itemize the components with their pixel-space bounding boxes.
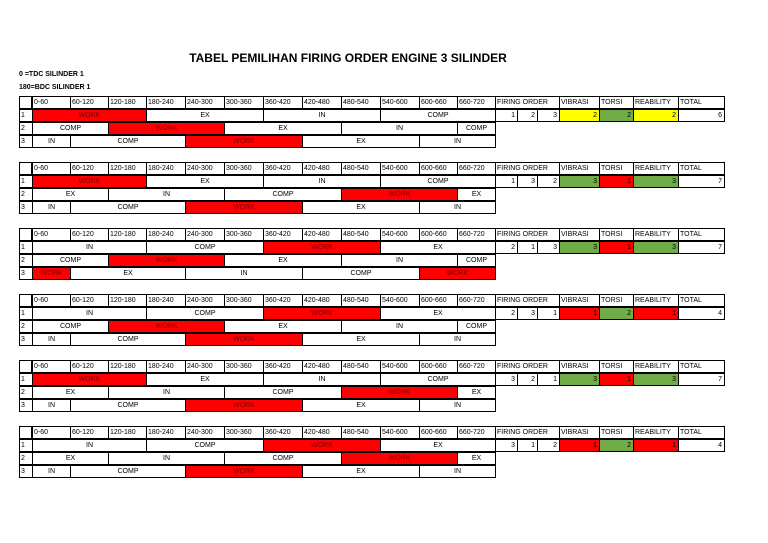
stroke-ex: EX [146, 109, 264, 122]
header-time: 300-360 [224, 228, 264, 241]
total-value: 6 [678, 109, 725, 122]
header-time: 0-60 [32, 162, 71, 175]
header-time: 660-720 [457, 228, 496, 241]
cylinder-number: 3 [19, 333, 33, 346]
header-time: 0-60 [32, 426, 71, 439]
header-label: TORSI [599, 96, 634, 109]
header-time: 360-420 [263, 426, 303, 439]
cylinder-number: 3 [19, 465, 33, 478]
header-corner [19, 360, 32, 373]
stroke-comp: COMP [224, 188, 342, 201]
firing-order-value: 1 [495, 175, 518, 188]
stroke-comp: COMP [146, 307, 264, 320]
header-time: 660-720 [457, 96, 496, 109]
firing-order-value: 3 [495, 439, 518, 452]
stroke-comp: COMP [224, 386, 342, 399]
stroke-ex: EX [224, 122, 342, 135]
header-label: TORSI [599, 426, 634, 439]
header-time: 540-600 [380, 426, 420, 439]
stroke-work: WORK [32, 267, 71, 280]
header-time: 240-300 [185, 228, 225, 241]
stroke-comp: COMP [146, 439, 264, 452]
header-time: 600-660 [419, 228, 458, 241]
header-label: FIRING ORDER [495, 426, 560, 439]
stroke-ex: EX [457, 188, 496, 201]
stroke-ex: EX [224, 320, 342, 333]
stroke-in: IN [419, 201, 496, 214]
header-label: VIBRASI [559, 162, 600, 175]
header-time: 60-120 [70, 426, 109, 439]
stroke-work: WORK [419, 267, 496, 280]
header-label: FIRING ORDER [495, 294, 560, 307]
header-time: 120-180 [108, 360, 147, 373]
torsi-value: 1 [599, 241, 634, 254]
firing-order-value: 3 [517, 175, 538, 188]
header-label: REABILITY [633, 360, 679, 373]
stroke-comp: COMP [32, 254, 109, 267]
header-label: VIBRASI [559, 228, 600, 241]
stroke-in: IN [263, 109, 381, 122]
stroke-in: IN [32, 135, 71, 148]
header-label: REABILITY [633, 294, 679, 307]
header-time: 0-60 [32, 294, 71, 307]
header-time: 300-360 [224, 360, 264, 373]
stroke-work: WORK [341, 452, 458, 465]
header-label: REABILITY [633, 96, 679, 109]
total-value: 7 [678, 175, 725, 188]
total-value: 7 [678, 373, 725, 386]
stroke-in: IN [32, 201, 71, 214]
stroke-ex: EX [302, 135, 420, 148]
stroke-work: WORK [108, 320, 225, 333]
vibrasi-value: 1 [559, 307, 600, 320]
header-label: VIBRASI [559, 294, 600, 307]
stroke-work: WORK [32, 175, 147, 188]
stroke-ex: EX [380, 307, 496, 320]
header-time: 180-240 [146, 426, 186, 439]
stroke-comp: COMP [302, 267, 420, 280]
stroke-comp: COMP [380, 175, 496, 188]
stroke-ex: EX [302, 399, 420, 412]
cylinder-number: 1 [19, 307, 33, 320]
cylinder-number: 2 [19, 452, 33, 465]
firing-order-value: 1 [517, 241, 538, 254]
stroke-in: IN [263, 175, 381, 188]
header-time: 480-540 [341, 96, 381, 109]
stroke-comp: COMP [224, 452, 342, 465]
firing-order-value: 2 [495, 241, 518, 254]
header-label: TORSI [599, 294, 634, 307]
cylinder-number: 2 [19, 386, 33, 399]
header-time: 540-600 [380, 360, 420, 373]
header-time: 120-180 [108, 228, 147, 241]
cylinder-number: 3 [19, 201, 33, 214]
vibrasi-value: 1 [559, 439, 600, 452]
cylinder-number: 2 [19, 188, 33, 201]
header-time: 60-120 [70, 96, 109, 109]
cylinder-number: 2 [19, 122, 33, 135]
firing-order-value: 3 [517, 307, 538, 320]
header-time: 300-360 [224, 294, 264, 307]
header-label: REABILITY [633, 228, 679, 241]
stroke-work: WORK [263, 307, 381, 320]
header-time: 240-300 [185, 162, 225, 175]
header-time: 360-420 [263, 228, 303, 241]
header-time: 660-720 [457, 360, 496, 373]
header-time: 180-240 [146, 360, 186, 373]
stroke-comp: COMP [32, 122, 109, 135]
stroke-work: WORK [263, 241, 381, 254]
stroke-work: WORK [32, 373, 147, 386]
torsi-value: 2 [599, 307, 634, 320]
header-label: FIRING ORDER [495, 360, 560, 373]
torsi-value: 1 [599, 373, 634, 386]
header-time: 180-240 [146, 228, 186, 241]
stroke-comp: COMP [380, 109, 496, 122]
stroke-ex: EX [380, 439, 496, 452]
stroke-in: IN [32, 307, 147, 320]
header-label: VIBRASI [559, 96, 600, 109]
firing-order-table [19, 162, 724, 214]
firing-order-table [19, 426, 724, 478]
stroke-work: WORK [341, 386, 458, 399]
stroke-ex: EX [302, 333, 420, 346]
header-time: 240-300 [185, 426, 225, 439]
total-value: 4 [678, 307, 725, 320]
header-time: 0-60 [32, 228, 71, 241]
stroke-comp: COMP [457, 320, 496, 333]
reability-value: 2 [633, 109, 679, 122]
page-title: TABEL PEMILIHAN FIRING ORDER ENGINE 3 SILINDER [189, 51, 507, 65]
torsi-value: 2 [599, 109, 634, 122]
header-time: 660-720 [457, 426, 496, 439]
stroke-ex: EX [380, 241, 496, 254]
header-time: 600-660 [419, 96, 458, 109]
header-time: 420-480 [302, 360, 342, 373]
header-time: 240-300 [185, 294, 225, 307]
firing-order-value: 1 [495, 109, 518, 122]
stroke-work: WORK [185, 333, 303, 346]
reability-value: 3 [633, 175, 679, 188]
header-time: 480-540 [341, 162, 381, 175]
stroke-ex: EX [302, 201, 420, 214]
header-time: 660-720 [457, 294, 496, 307]
header-label: REABILITY [633, 162, 679, 175]
stroke-work: WORK [185, 399, 303, 412]
firing-order-value: 1 [517, 439, 538, 452]
reability-value: 3 [633, 241, 679, 254]
header-time: 240-300 [185, 360, 225, 373]
firing-order-value: 3 [537, 109, 560, 122]
header-time: 60-120 [70, 294, 109, 307]
header-time: 360-420 [263, 294, 303, 307]
note-bdc: 180=BDC SILINDER 1 [19, 84, 91, 91]
stroke-comp: COMP [146, 241, 264, 254]
firing-order-table [19, 360, 724, 412]
header-time: 240-300 [185, 96, 225, 109]
cylinder-number: 1 [19, 439, 33, 452]
header-time: 180-240 [146, 294, 186, 307]
header-time: 600-660 [419, 294, 458, 307]
header-time: 120-180 [108, 426, 147, 439]
stroke-comp: COMP [380, 373, 496, 386]
stroke-ex: EX [302, 465, 420, 478]
header-time: 540-600 [380, 294, 420, 307]
header-time: 120-180 [108, 96, 147, 109]
stroke-in: IN [32, 333, 71, 346]
header-label: REABILITY [633, 426, 679, 439]
cylinder-number: 3 [19, 135, 33, 148]
cylinder-number: 1 [19, 175, 33, 188]
stroke-ex: EX [146, 373, 264, 386]
cylinder-number: 1 [19, 109, 33, 122]
stroke-in: IN [263, 373, 381, 386]
torsi-value: 1 [599, 175, 634, 188]
stroke-work: WORK [108, 122, 225, 135]
header-time: 60-120 [70, 228, 109, 241]
firing-order-table [19, 96, 724, 148]
total-value: 4 [678, 439, 725, 452]
header-corner [19, 96, 32, 109]
header-label: FIRING ORDER [495, 96, 560, 109]
header-time: 420-480 [302, 294, 342, 307]
stroke-in: IN [419, 333, 496, 346]
header-label: TOTAL [678, 162, 725, 175]
stroke-in: IN [341, 122, 458, 135]
stroke-in: IN [419, 465, 496, 478]
stroke-in: IN [108, 386, 225, 399]
stroke-in: IN [108, 188, 225, 201]
header-label: TOTAL [678, 228, 725, 241]
header-time: 420-480 [302, 228, 342, 241]
header-time: 120-180 [108, 162, 147, 175]
stroke-ex: EX [457, 386, 496, 399]
header-time: 360-420 [263, 162, 303, 175]
stroke-comp: COMP [32, 320, 109, 333]
total-value: 7 [678, 241, 725, 254]
header-time: 60-120 [70, 360, 109, 373]
stroke-ex: EX [224, 254, 342, 267]
header-corner [19, 294, 32, 307]
header-time: 180-240 [146, 96, 186, 109]
header-time: 0-60 [32, 96, 71, 109]
header-label: VIBRASI [559, 360, 600, 373]
header-time: 540-600 [380, 162, 420, 175]
stroke-ex: EX [32, 386, 109, 399]
cylinder-number: 1 [19, 373, 33, 386]
stroke-in: IN [419, 399, 496, 412]
header-time: 540-600 [380, 96, 420, 109]
header-time: 480-540 [341, 426, 381, 439]
reability-value: 1 [633, 307, 679, 320]
stroke-comp: COMP [70, 465, 186, 478]
stroke-in: IN [185, 267, 303, 280]
firing-order-value: 2 [517, 373, 538, 386]
header-time: 360-420 [263, 360, 303, 373]
stroke-comp: COMP [457, 122, 496, 135]
firing-order-value: 2 [495, 307, 518, 320]
stroke-ex: EX [146, 175, 264, 188]
header-time: 120-180 [108, 294, 147, 307]
stroke-ex: EX [70, 267, 186, 280]
stroke-ex: EX [32, 452, 109, 465]
stroke-comp: COMP [70, 201, 186, 214]
header-corner [19, 162, 32, 175]
stroke-in: IN [32, 241, 147, 254]
stroke-work: WORK [341, 188, 458, 201]
header-time: 600-660 [419, 426, 458, 439]
header-label: TOTAL [678, 96, 725, 109]
header-time: 0-60 [32, 360, 71, 373]
note-tdc: 0 =TDC SILINDER 1 [19, 71, 84, 78]
header-time: 300-360 [224, 426, 264, 439]
header-label: TORSI [599, 162, 634, 175]
header-time: 600-660 [419, 162, 458, 175]
firing-order-table [19, 294, 724, 346]
header-time: 60-120 [70, 162, 109, 175]
firing-order-value: 3 [495, 373, 518, 386]
vibrasi-value: 2 [559, 109, 600, 122]
firing-order-value: 3 [537, 241, 560, 254]
firing-order-value: 2 [537, 175, 560, 188]
header-label: FIRING ORDER [495, 228, 560, 241]
header-corner [19, 426, 32, 439]
stroke-work: WORK [185, 201, 303, 214]
header-time: 180-240 [146, 162, 186, 175]
stroke-comp: COMP [70, 399, 186, 412]
header-time: 480-540 [341, 228, 381, 241]
header-time: 600-660 [419, 360, 458, 373]
header-label: TORSI [599, 228, 634, 241]
firing-order-value: 2 [537, 439, 560, 452]
cylinder-number: 2 [19, 254, 33, 267]
firing-order-value: 1 [537, 373, 560, 386]
stroke-comp: COMP [70, 333, 186, 346]
header-label: TOTAL [678, 360, 725, 373]
torsi-value: 2 [599, 439, 634, 452]
header-time: 660-720 [457, 162, 496, 175]
firing-order-value: 2 [517, 109, 538, 122]
header-time: 420-480 [302, 162, 342, 175]
header-time: 540-600 [380, 228, 420, 241]
stroke-comp: COMP [457, 254, 496, 267]
stroke-work: WORK [185, 465, 303, 478]
stroke-ex: EX [457, 452, 496, 465]
header-label: VIBRASI [559, 426, 600, 439]
reability-value: 1 [633, 439, 679, 452]
stroke-in: IN [32, 399, 71, 412]
stroke-comp: COMP [70, 135, 186, 148]
cylinder-number: 2 [19, 320, 33, 333]
header-time: 360-420 [263, 96, 303, 109]
header-time: 300-360 [224, 162, 264, 175]
stroke-work: WORK [108, 254, 225, 267]
stroke-in: IN [32, 465, 71, 478]
firing-order-table [19, 228, 724, 280]
vibrasi-value: 3 [559, 241, 600, 254]
header-label: TOTAL [678, 426, 725, 439]
header-label: TORSI [599, 360, 634, 373]
stroke-in: IN [341, 320, 458, 333]
cylinder-number: 3 [19, 267, 33, 280]
header-time: 480-540 [341, 294, 381, 307]
stroke-work: WORK [263, 439, 381, 452]
firing-order-value: 1 [537, 307, 560, 320]
reability-value: 3 [633, 373, 679, 386]
stroke-in: IN [419, 135, 496, 148]
header-time: 300-360 [224, 96, 264, 109]
stroke-work: WORK [32, 109, 147, 122]
stroke-ex: EX [32, 188, 109, 201]
stroke-in: IN [108, 452, 225, 465]
header-time: 480-540 [341, 360, 381, 373]
stroke-in: IN [341, 254, 458, 267]
vibrasi-value: 3 [559, 373, 600, 386]
cylinder-number: 3 [19, 399, 33, 412]
header-label: FIRING ORDER [495, 162, 560, 175]
stroke-in: IN [32, 439, 147, 452]
stroke-work: WORK [185, 135, 303, 148]
vibrasi-value: 3 [559, 175, 600, 188]
header-time: 420-480 [302, 426, 342, 439]
header-label: TOTAL [678, 294, 725, 307]
header-time: 420-480 [302, 96, 342, 109]
cylinder-number: 1 [19, 241, 33, 254]
header-corner [19, 228, 32, 241]
